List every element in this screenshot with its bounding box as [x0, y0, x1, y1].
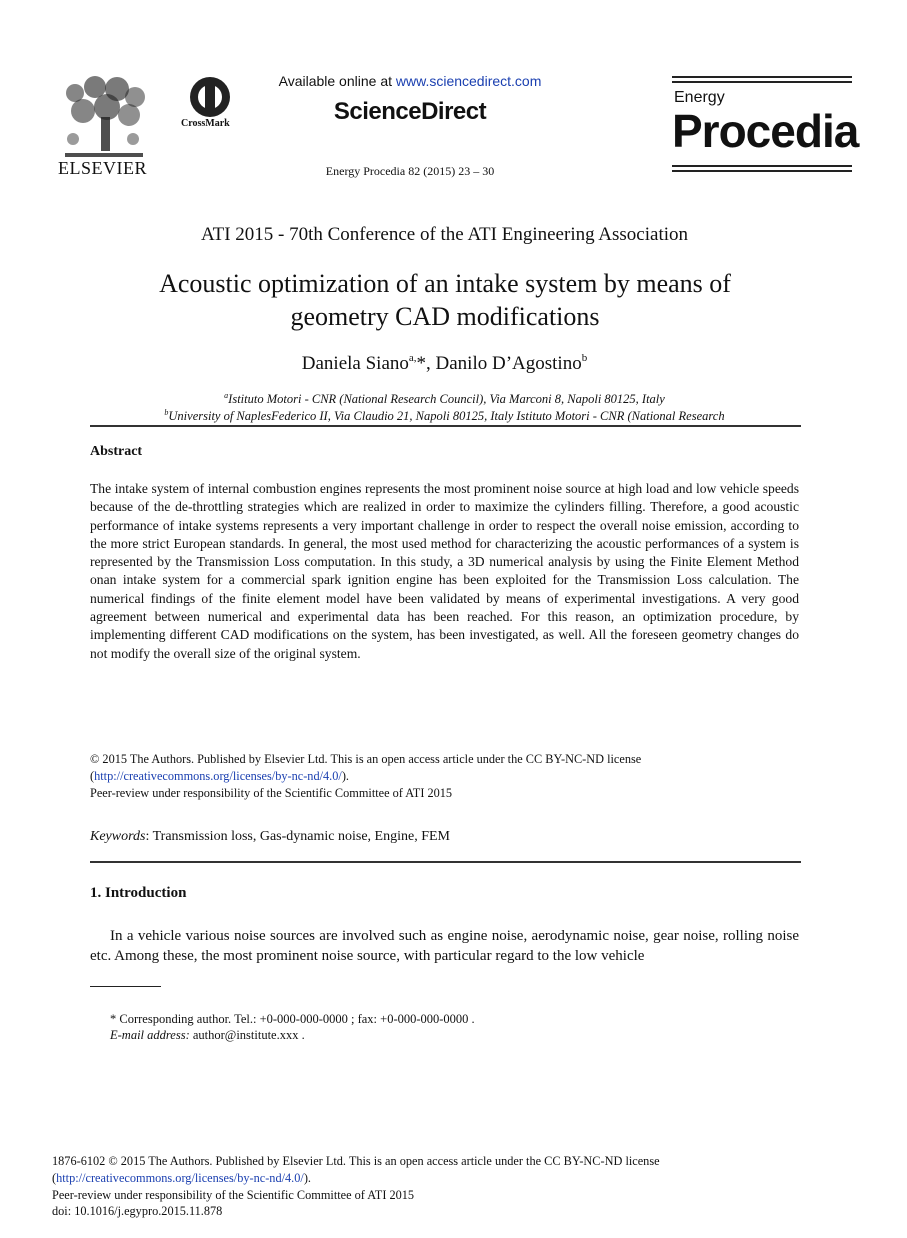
keywords-label: Keywords [90, 829, 146, 844]
paren-open: ( [52, 1170, 57, 1185]
paren-close: ). [341, 769, 349, 783]
abstract-body: The intake system of internal combustion engines represents the most prominent noise source at high load and low vehicle speeds because of the de-throttling strategies which are realized in order to maximize the cylinders filling. Therefore, a good acoustic performance of intake systems represents a very important challenge in order to respect the overall noise emission, according to the more strict European standards. In general, the most used method for characterizing the acoustic performances of a system is represented by the Transmission Loss computation. In this study, a 3D numerical analysis by using the Finite Element Method onan intake system for a commercial spark ignition engine has been exploited for the Transmission Loss calculation. The numerical findings of the finite element model have been validated by means of experimental investigations. A very good agreement between numerical and experimental data has been reached. For this reason, an optimization procedure, by implementing different CAD modifications on the system, has been investigated, as well. All the foreseen geometry changes do not modify the overall size of the original system. [90, 481, 799, 661]
publisher-wordmark: ELSEVIER [58, 158, 147, 178]
keywords-text: : Transmission loss, Gas-dynamic noise, Engine, FEM [145, 829, 450, 844]
divider [90, 861, 801, 863]
peer-review-text: Peer-review under responsibility of the Scientific Committee of ATI 2015 [90, 786, 453, 800]
introduction-body: In a vehicle various noise sources are involved such as engine noise, aerodynamic noise, gear noise, rolling noise etc. Among these, the most prominent noise source, with particular regard to the low vehicle [90, 928, 799, 964]
affiliation-a [0, 391, 889, 407]
journal-citation: Energy Procedia 82 (2015) 23 – 30 [325, 164, 495, 178]
conference-name: ATI 2015 - 70th Conference of the ATI Engineering Association [200, 224, 689, 245]
paren-open: ( [90, 769, 95, 783]
footer-license-text: 1876-6102 © 2015 The Authors. Published by Elsevier Ltd. This is an open access article under the CC BY-NC-ND license [52, 1154, 660, 1168]
divider [90, 425, 801, 427]
available-prefix: Available online at [278, 73, 396, 89]
author-affiliation-mark: a, [408, 352, 417, 364]
journal-name-small: Energy [674, 89, 725, 106]
footnote-rule [90, 986, 161, 987]
journal-logo-rule-top [672, 76, 852, 86]
affiliation-mark: a [224, 391, 229, 400]
affiliation-text: University of NaplesFederico II, Via Claudio 21, Napoli 80125, Italy Istituto Motori - CNR (National Research [168, 409, 725, 423]
title-line-1: Acoustic optimization of an intake system by means of [159, 269, 731, 298]
title-line-2: geometry CAD modifications [290, 302, 600, 331]
email-footnote [110, 1027, 305, 1044]
sciencedirect-link[interactable]: www.sciencedirect.com [395, 73, 542, 89]
keywords-line [90, 829, 450, 845]
email-address[interactable]: author@institute.xxx . [189, 1028, 305, 1042]
license-block [90, 751, 810, 802]
paren-close: ). [303, 1170, 311, 1185]
author-name: Danilo D’Agostino [435, 353, 582, 374]
corresponding-footnote: * Corresponding author. Tel.: +0-000-000-0000 ; fax: +0-000-000-0000 . [110, 1012, 475, 1026]
paper-title [90, 267, 800, 333]
page-footer [52, 1153, 660, 1220]
footer-license-link[interactable]: http://creativecommons.org/licenses/by-nc-nd/4.0/ [56, 1170, 304, 1185]
author-affiliation-mark: b [581, 352, 588, 364]
author-separator: , [426, 353, 436, 374]
journal-name-large: Procedia [672, 105, 859, 157]
journal-logo-rule-bottom [672, 165, 852, 175]
license-url-line [90, 768, 810, 785]
author-name: Daniela Siano [301, 353, 409, 374]
introduction-heading: 1. Introduction [90, 885, 187, 901]
author-list [0, 352, 889, 375]
platform-wordmark: ScienceDirect [333, 98, 487, 125]
license-link[interactable]: http://creativecommons.org/licenses/by-nc-nd/4.0/ [94, 769, 342, 783]
affiliation-mark: b [164, 408, 169, 417]
crossmark-label: CrossMark [181, 118, 230, 129]
affiliation-text: Istituto Motori - CNR (National Research Council), Via Marconi 8, Napoli 80125, Italy [228, 392, 665, 406]
footer-doi[interactable]: doi: 10.1016/j.egypro.2015.11.878 [52, 1204, 223, 1219]
license-text: © 2015 The Authors. Published by Elsevier Ltd. This is an open access article under the CC BY-NC-ND license [90, 752, 642, 766]
footer-peer-review: Peer-review under responsibility of the Scientific Committee of ATI 2015 [52, 1187, 415, 1202]
email-label: E-mail address: [110, 1028, 190, 1042]
corresponding-mark[interactable]: * [416, 353, 427, 374]
footer-url-line [52, 1170, 660, 1187]
abstract-heading: Abstract [90, 444, 143, 459]
affiliation-b [0, 408, 889, 424]
